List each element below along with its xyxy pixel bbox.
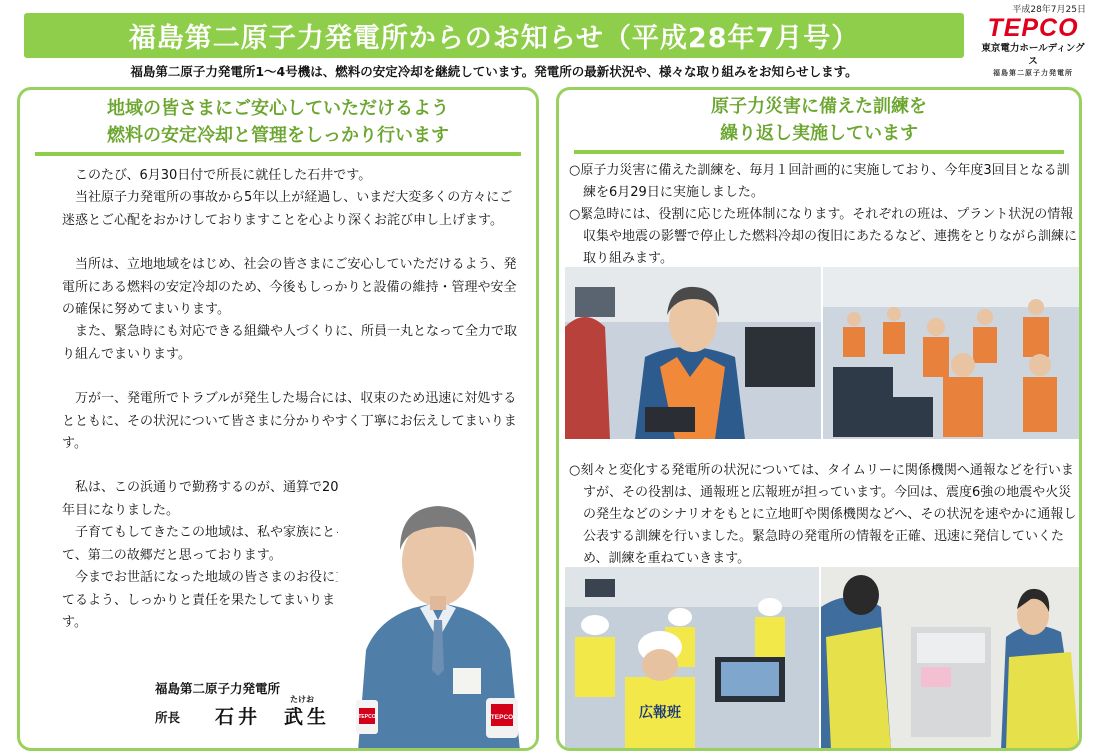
right-panel <box>556 87 1082 751</box>
right-heading-line1: 原子力災害に備えた訓練を <box>711 96 927 117</box>
bullet-list-bottom <box>569 460 1081 570</box>
logo-station: 福島第二原子力発電所 <box>993 69 1073 77</box>
training-photo-4 <box>821 567 1079 750</box>
signature-org: 福島第二原子力発電所 <box>155 681 281 696</box>
paragraph: 私は、この浜通りで勤務するのが、通算で20年目になりました。 <box>62 480 339 518</box>
paragraph: また、緊急時にも対応できる組織や人づくりに、所員一丸となって全力で取り組んでまいります。 <box>62 324 518 362</box>
bullet-item: ○刻々と変化する発電所の状況については、タイムリーに関係機関へ通報などを行いますが、その役割は、通報班と広報班が担っています。今回は、震度6強の地震や火災の発生などのシナリオをもとに立地町や関係機関などへ、その状況を速やかに通報し公表する訓練を行いました。緊急時の発電所の情報を正確、迅速に発信していくため、訓練を重ねていきます。 <box>569 463 1077 566</box>
title-banner <box>24 13 964 58</box>
paragraph: 当所は、立地地域をはじめ、社会の皆さまにご安心していただけるよう、発電所にある燃料の安定冷却のため、今後もしっかりと設備の維持・管理や安全の確保に努めてまいります。 <box>62 257 517 318</box>
heading-rule <box>35 152 521 156</box>
paragraph: 万が一、発電所でトラブルが発生した場合には、収束のため迅速に対処するとともに、その状況について皆さまに分かりやすく丁寧にお伝えしてまいります。 <box>62 391 517 452</box>
left-panel <box>17 87 539 751</box>
subtitle: 福島第二原子力発電所1～4号機は、燃料の安定冷却を継続しています。発電所の最新状況や、様々な取り組みをお知らせします。 <box>130 64 858 79</box>
director-portrait <box>338 470 538 751</box>
paragraph: 当社原子力発電所の事故から5年以上が経過し、いまだ大変多くの方々にご迷惑とご心配をおかけしておりますことを心より深くお詫び申し上げます。 <box>62 190 513 228</box>
vest-label: 広報班 <box>639 705 681 721</box>
paragraph: 子育てもしてきたこの地域は、私や家族にとって、第二の故郷だと思っております。 <box>62 525 348 563</box>
heading-rule <box>574 150 1064 154</box>
training-photo-3 <box>565 567 819 750</box>
issue-date: 平成28年7月25日 <box>1012 5 1086 15</box>
training-photo-2 <box>823 267 1079 439</box>
page-title: 福島第二原子力発電所からのお知らせ（平成28年7月号） <box>128 23 860 54</box>
bullet-list-top <box>569 160 1081 270</box>
paragraph: このたび、6月30日付で所長に就任した石井です。 <box>75 168 372 183</box>
signature-name: 石井 武生 <box>215 706 331 728</box>
signature-role: 所長 <box>155 710 181 725</box>
name-ruby: たけお <box>290 695 314 704</box>
right-heading-line2: 繰り返し実施しています <box>720 123 918 144</box>
armband-label: TEPCO <box>358 714 376 720</box>
training-photo-1 <box>565 267 821 439</box>
logo-company: 東京電力ホールディングス <box>981 43 1085 67</box>
paragraph: 今までお世話になった地域の皆さまのお役に立てるよう、しっかりと責任を果たしてまいります。 <box>62 570 349 630</box>
svg-text:TEPCO: TEPCO <box>490 714 514 721</box>
bullet-item: ○緊急時には、役割に応じた班体制になります。それぞれの班は、プラント状況の情報収集や地震の影響で停止した燃料冷却の復旧にあたるなど、連携をとりながら訓練に取り組みます。 <box>569 207 1078 266</box>
right-heading <box>559 90 1079 147</box>
tepco-logo <box>978 14 1088 77</box>
left-heading-line1: 地域の皆さまにご安心していただけるよう <box>107 98 449 119</box>
logo-word: TEPCO <box>987 14 1079 42</box>
bullet-item: ○原子力災害に備えた訓練を、毎月１回計画的に実施しており、今年度3回目となる訓練を6月29日に実施しました。 <box>569 163 1070 200</box>
left-heading-line2: 燃料の安定冷却と管理をしっかり行います <box>107 125 449 146</box>
left-heading <box>20 90 536 149</box>
